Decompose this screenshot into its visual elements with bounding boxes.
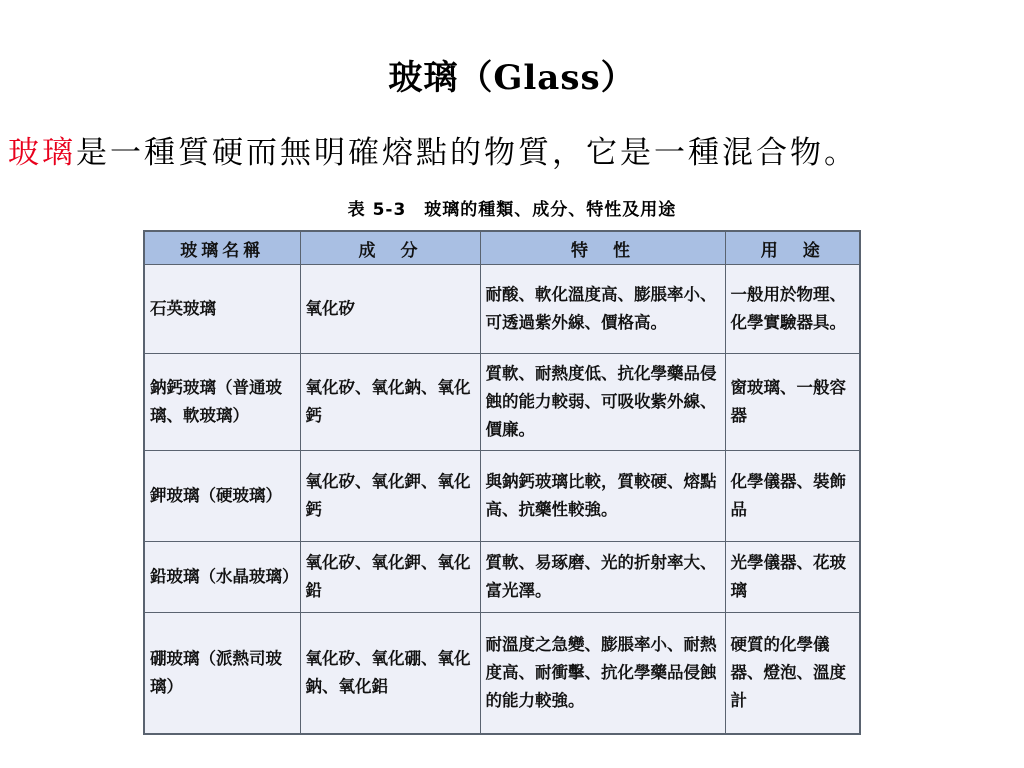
cell-properties: 耐酸、軟化溫度高、膨脹率小、可透過紫外線、價格高。 xyxy=(480,265,725,354)
definition-body: 是一種質硬而無明確熔點的物質，它是一種混合物。 xyxy=(76,135,858,171)
glass-types-table xyxy=(143,230,861,735)
cell-uses: 光學儀器、花玻璃 xyxy=(725,542,860,613)
definition-keyword: 玻璃 xyxy=(8,135,76,171)
cell-composition: 氧化矽、氧化鈉、氧化鈣 xyxy=(300,354,480,451)
header-name: 玻璃名稱 xyxy=(144,231,300,265)
cell-uses: 化學儀器、裝飾品 xyxy=(725,451,860,542)
cell-properties: 質軟、耐熱度低、抗化學藥品侵蝕的能力較弱、可吸收紫外線、價廉。 xyxy=(480,354,725,451)
cell-uses: 窗玻璃、一般容器 xyxy=(725,354,860,451)
table-header-row xyxy=(144,231,860,265)
cell-name: 鉀玻璃（硬玻璃） xyxy=(144,451,300,542)
header-properties: 特 性 xyxy=(480,231,725,265)
cell-composition: 氧化矽、氧化鉀、氧化鈣 xyxy=(300,451,480,542)
cell-uses: 硬質的化學儀器、燈泡、溫度計 xyxy=(725,613,860,735)
table-caption: 表 5-3 玻璃的種類、成分、特性及用途 xyxy=(347,200,677,220)
cell-name: 鈉鈣玻璃（普通玻璃、軟玻璃） xyxy=(144,354,300,451)
table-row xyxy=(144,542,860,613)
cell-uses: 一般用於物理、化學實驗器具。 xyxy=(725,265,860,354)
cell-properties: 耐溫度之急變、膨脹率小、耐熱度高、耐衝擊、抗化學藥品侵蝕的能力較強。 xyxy=(480,613,725,735)
slide-title: 玻璃（Glass） xyxy=(388,58,636,98)
table-row xyxy=(144,265,860,354)
cell-composition: 氧化矽、氧化鉀、氧化鉛 xyxy=(300,542,480,613)
cell-name: 石英玻璃 xyxy=(144,265,300,354)
table-row xyxy=(144,451,860,542)
cell-composition: 氧化矽 xyxy=(300,265,480,354)
cell-properties: 與鈉鈣玻璃比較，質較硬、熔點高、抗藥性較強。 xyxy=(480,451,725,542)
header-composition: 成 分 xyxy=(300,231,480,265)
cell-composition: 氧化矽、氧化硼、氧化鈉、氧化鋁 xyxy=(300,613,480,735)
table-row xyxy=(144,613,860,735)
cell-properties: 質軟、易琢磨、光的折射率大、富光澤。 xyxy=(480,542,725,613)
cell-name: 硼玻璃（派熱司玻璃） xyxy=(144,613,300,735)
definition-text xyxy=(8,127,1018,172)
header-uses: 用 途 xyxy=(725,231,860,265)
cell-name: 鉛玻璃（水晶玻璃） xyxy=(144,542,300,613)
table-row xyxy=(144,354,860,451)
